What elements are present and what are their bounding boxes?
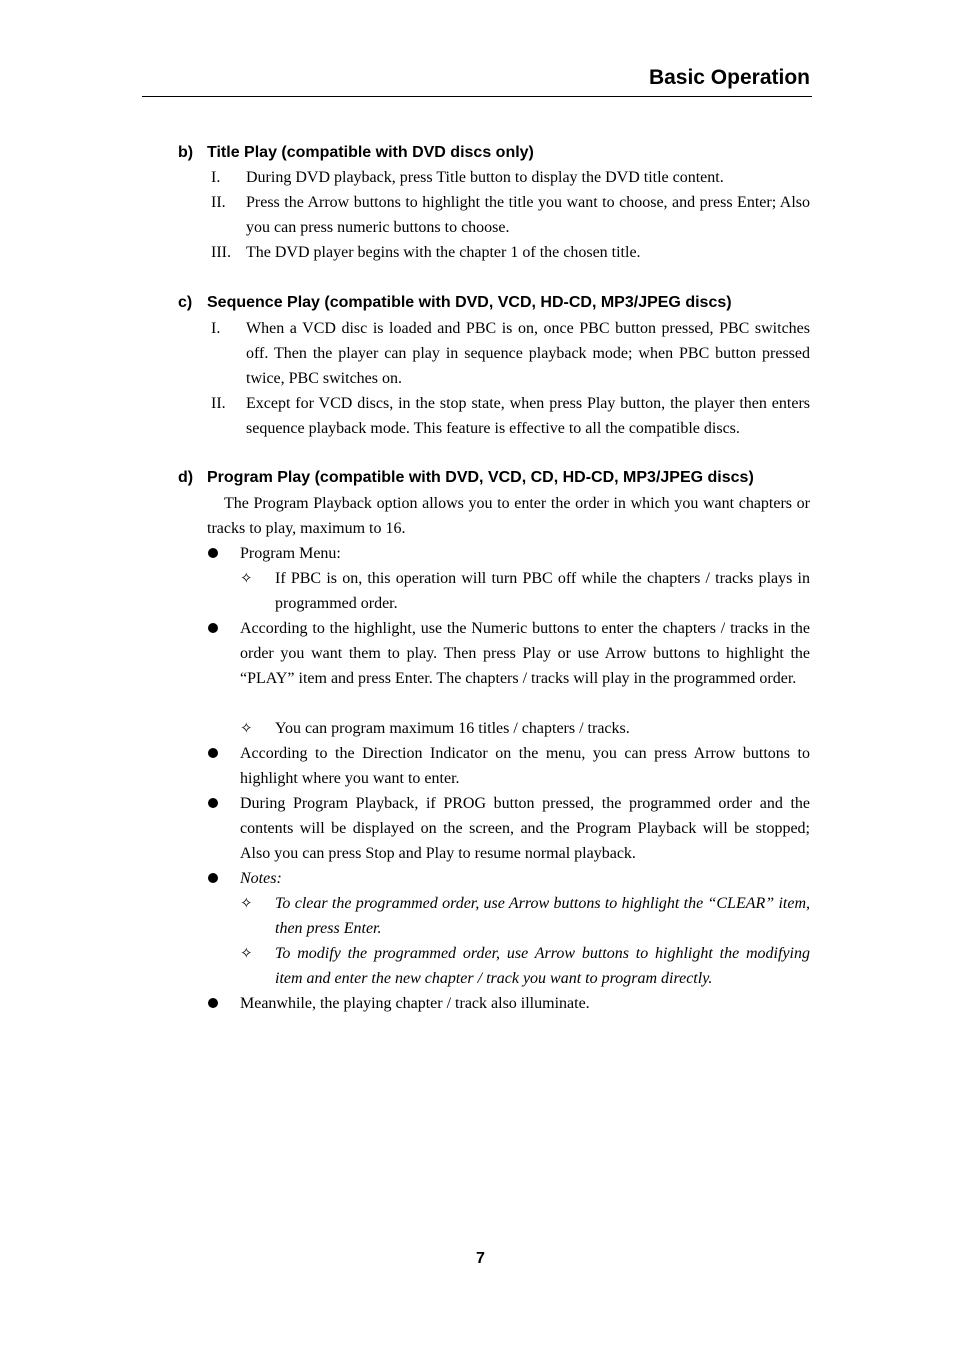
bullet-dot <box>208 748 218 758</box>
bullet-dot <box>208 798 218 808</box>
diamond-bullet-icon: ✧ <box>240 944 253 962</box>
section-b-title: Title Play (compatible with DVD discs only) <box>207 144 534 161</box>
section-b-item-2-num: II. <box>211 194 226 211</box>
bullet-4-text: During Program Playback, if PROG button pressed, the programmed order and the contents will be displayed on the screen, and the Program Playback will be stopped; Also you can press Stop and Play to resume normal playback. <box>240 795 810 862</box>
section-b-heading <box>178 140 818 165</box>
section-b-item-1-num: I. <box>211 169 221 186</box>
section-b-item-1-text: During DVD playback, press Title button to display the DVD title content. <box>246 169 724 186</box>
bullet-1-text: Program Menu: <box>240 545 341 562</box>
section-b-letter: b) <box>178 144 194 161</box>
diamond-bullet-icon: ✧ <box>240 569 253 587</box>
bullet-2-sub-1: You can program maximum 16 titles / chapters / tracks. <box>275 720 630 737</box>
section-d-intro: The Program Playback option allows you to enter the order in which you want chapters or tracks to play, maximum to 16. <box>207 495 810 537</box>
section-c-title: Sequence Play (compatible with DVD, VCD, HD-CD, MP3/JPEG discs) <box>207 294 732 311</box>
bullet-1-sub-1: If PBC is on, this operation will turn PBC off while the chapters / tracks plays in programmed order. <box>275 570 810 612</box>
header-rule <box>142 96 812 97</box>
page-header-title: Basic Operation <box>648 66 810 89</box>
diamond-bullet-icon: ✧ <box>240 719 253 737</box>
bullet-dot <box>208 548 218 558</box>
bullet-dot <box>208 623 218 633</box>
bullet-2-text: According to the highlight, use the Numeric buttons to enter the chapters / tracks in the order you want them to play. Then press Play or use Arrow buttons to highlight the “PLAY” item and press Enter. The chapters / tracks will play in the programmed order. <box>240 620 810 687</box>
section-c-letter: c) <box>178 294 193 311</box>
section-c-item-1-text: When a VCD disc is loaded and PBC is on, once PBC button pressed, PBC switches off. Then the player can play in sequence playback mode; when PBC button pressed twice, PBC switches on. <box>246 320 810 387</box>
notes-label: Notes: <box>240 870 282 887</box>
page-number: 7 <box>476 1250 485 1267</box>
note-1-text: To clear the programmed order, use Arrow buttons to highlight the “CLEAR” item, then press Enter. <box>275 895 810 937</box>
section-d-heading <box>178 465 818 490</box>
section-c-item-2-text: Except for VCD discs, in the stop state, when press Play button, the player then enters sequence playback mode. This feature is effective to all the compatible discs. <box>246 395 810 437</box>
note-2-text: To modify the programmed order, use Arrow buttons to highlight the modifying item and enter the new chapter / track you want to program directly. <box>275 945 810 987</box>
bullet-dot <box>208 873 218 883</box>
section-d-title: Program Play (compatible with DVD, VCD, CD, HD-CD, MP3/JPEG discs) <box>207 469 754 486</box>
section-c-heading <box>178 290 818 315</box>
section-c-item-1-num: I. <box>211 320 221 337</box>
bullet-dot <box>208 998 218 1008</box>
section-b-item-2-text: Press the Arrow buttons to highlight the title you want to choose, and press Enter; Also you can press numeric buttons to choose. <box>246 194 810 236</box>
bullet-3-text: According to the Direction Indicator on the menu, you can press Arrow buttons to highlight where you want to enter. <box>240 745 810 787</box>
bullet-6-text: Meanwhile, the playing chapter / track also illuminate. <box>240 995 590 1012</box>
section-c-item-2-num: II. <box>211 395 226 412</box>
section-b-item-3-num: III. <box>211 244 231 261</box>
section-d-letter: d) <box>178 469 194 486</box>
section-b-item-3-text: The DVD player begins with the chapter 1 of the chosen title. <box>246 244 641 261</box>
diamond-bullet-icon: ✧ <box>240 894 253 912</box>
